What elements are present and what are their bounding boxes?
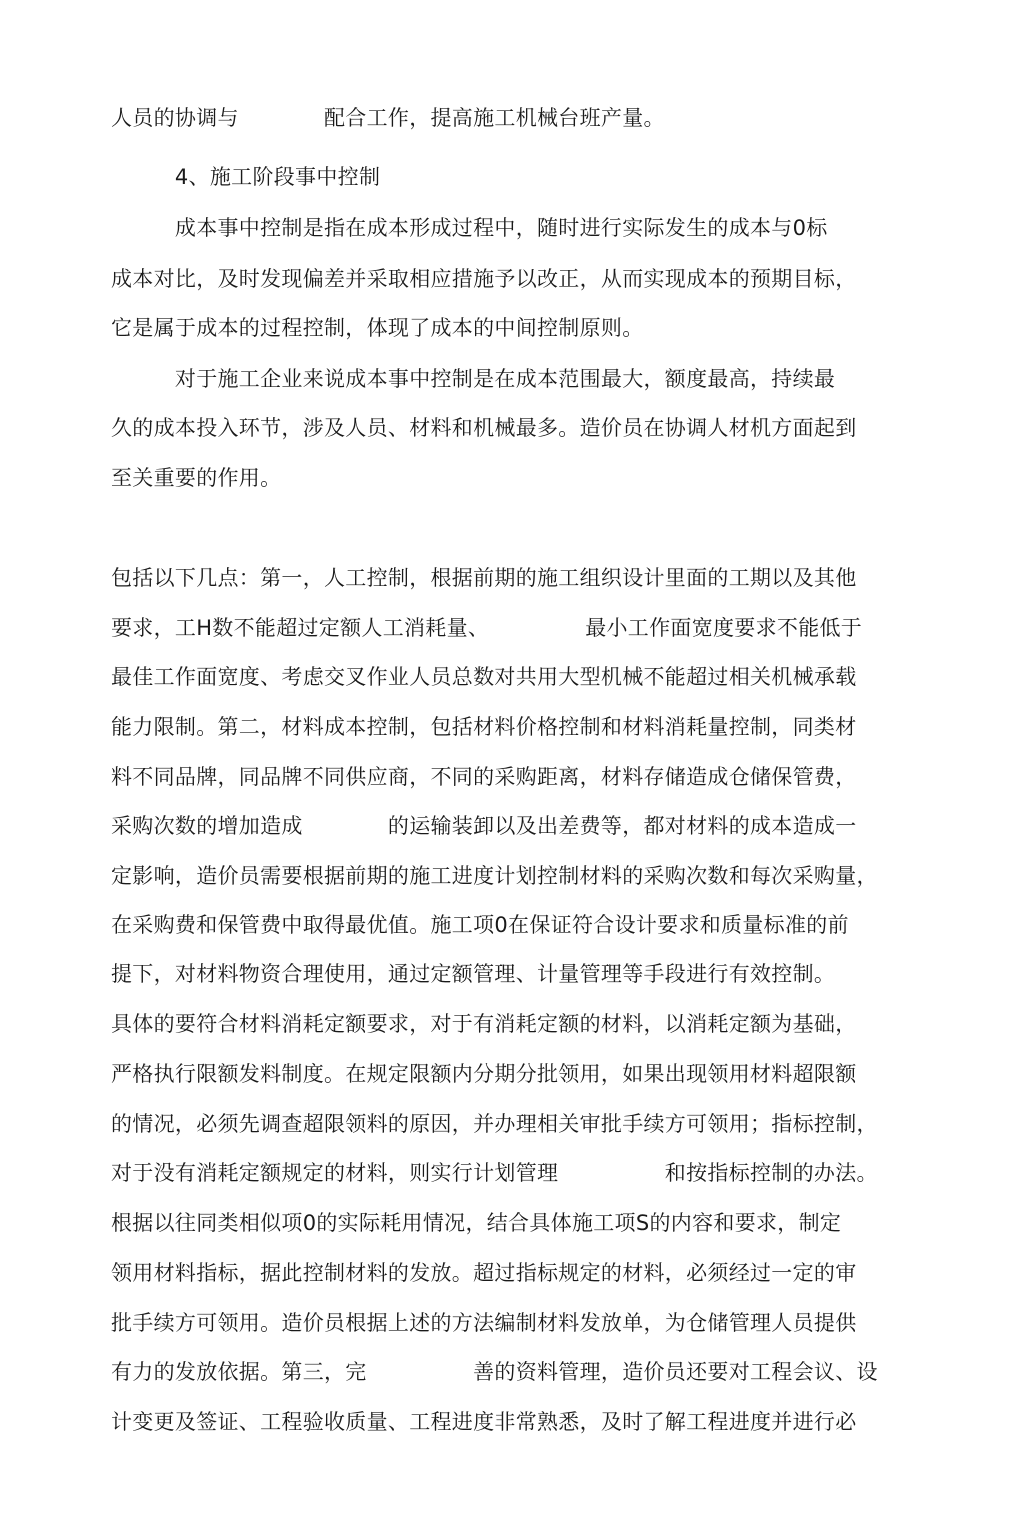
- text-line: 能力限制。第二，材料成本控制，包括材料价格控制和材料消耗量控制，同类材: [111, 715, 857, 739]
- text-line: 定影响，造价员需要根据前期的施工进度计划控制材料的采购次数和每次采购量，: [111, 864, 878, 888]
- text-line: 领用材料指标，据此控制材料的发放。超过指标规定的材料，必须经过一定的审: [111, 1261, 857, 1285]
- text-line: 提下，对材料物资合理使用，通过定额管理、计量管理等手段进行有效控制。: [111, 962, 836, 986]
- text-line: 至关重要的作用。: [111, 466, 282, 490]
- text-line: 久的成本投入环节，涉及人员、材料和机械最多。造价员在协调人材机方面起到: [111, 416, 857, 440]
- text-line: 对于施工企业来说成本事中控制是在成本范围最大，额度最高，持续最: [111, 367, 836, 391]
- text-line: 对于没有消耗定额规定的材料，则实行计划管理 和按指标控制的办法。: [111, 1161, 878, 1185]
- text-line: 批手续方可领用。造价员根据上述的方法编制材料发放单，为仓储管理人员提供: [111, 1311, 857, 1335]
- text-line: 具体的要符合材料消耗定额要求，对于有消耗定额的材料，以消耗定额为基础，: [111, 1012, 857, 1036]
- text-line: 成本对比，及时发现偏差并采取相应措施予以改正，从而实现成本的预期目标，: [111, 267, 857, 291]
- text-line: 的情况，必须先调查超限领料的原因，并办理相关审批手续方可领用；指标控制，: [111, 1112, 878, 1136]
- text-line: 采购次数的增加造成 的运输装卸以及出差费等，都对材料的成本造成一: [111, 814, 857, 838]
- text-line: 要求，工H数不能超过定额人工消耗量、 最小工作面宽度要求不能低于: [111, 616, 863, 640]
- text-line: 有力的发放依据。第三，完 善的资料管理，造价员还要对工程会议、设: [111, 1360, 878, 1384]
- text-line: 包括以下几点：第一，人工控制，根据前期的施工组织设计里面的工期以及其他: [111, 566, 857, 590]
- text-line: 根据以往同类相似项0的实际耗用情况，结合具体施工项S的内容和要求，制定: [111, 1211, 842, 1235]
- text-line: 人员的协调与 配合工作，提高施工机械台班产量。: [111, 106, 665, 130]
- text-line: 计变更及签证、工程验收质量、工程进度非常熟悉，及时了解工程进度并进行必: [111, 1410, 857, 1434]
- text-line: 最佳工作面宽度、考虑交叉作业人员总数对共用大型机械不能超过相关机械承载: [111, 665, 857, 689]
- section-heading: 4、施工阶段事中控制: [111, 165, 381, 189]
- text-line: 它是属于成本的过程控制，体现了成本的中间控制原则。: [111, 316, 644, 340]
- text-line: 料不同品牌，同品牌不同供应商，不同的采购距离，材料存储造成仓储保管费，: [111, 765, 857, 789]
- text-line: 在采购费和保管费中取得最优值。施工项0在保证符合设计要求和质量标准的前: [111, 913, 849, 937]
- text-line: 成本事中控制是指在成本形成过程中，随时进行实际发生的成本与0标: [111, 216, 828, 240]
- text-line: 严格执行限额发料制度。在规定限额内分期分批领用，如果出现领用材料超限额: [111, 1062, 857, 1086]
